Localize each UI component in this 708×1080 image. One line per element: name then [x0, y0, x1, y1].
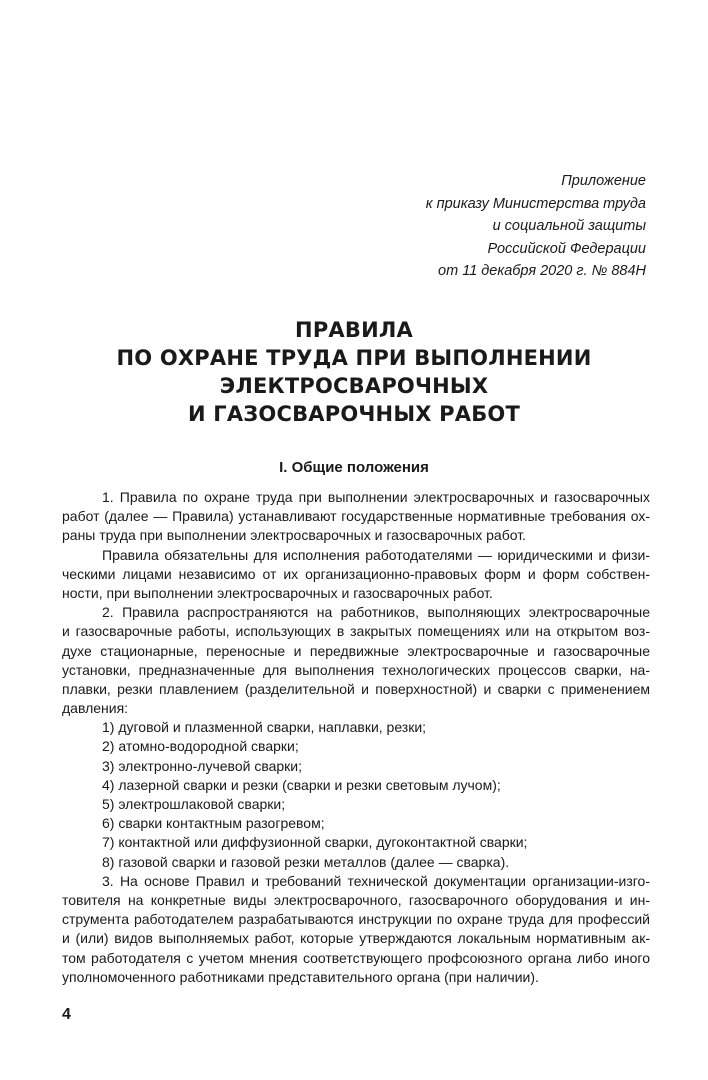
- page-number: 4: [62, 1006, 71, 1023]
- appendix-line: и социальной защиты: [492, 218, 646, 234]
- text-line: ности, при выполнении электросварочных и газосварочных работ.: [62, 584, 493, 601]
- list-item: 8) газовой сварки и газовой резки металлов (далее — сварка).: [102, 853, 510, 870]
- appendix-line: от 11 декабря 2020 г. № 884Н: [438, 263, 646, 279]
- text-line: давления:: [62, 700, 129, 717]
- text-line: раны труда при выполнении электросварочных и газосварочных работ.: [62, 527, 526, 544]
- list-item: 1) дуговой и плазменной сварки, наплавки, резки;: [102, 719, 427, 736]
- list-item: 7) контактной или диффузионной сварки, дугоконтактной сварки;: [102, 834, 528, 851]
- section-heading: I. Общие положения: [279, 459, 429, 476]
- welding-types-list: [62, 718, 650, 872]
- text-line: 1. Правила по охране труда при выполнении электросварочных и газосварочных: [102, 489, 650, 505]
- appendix-line: Российской Федерации: [487, 240, 646, 257]
- paragraph-2: [62, 546, 650, 604]
- text-line: 3. На основе Правил и требований технической документации организации-изго-: [102, 872, 650, 889]
- text-line: 2. Правила распространяются на работников, выполняющих электросварочные: [102, 604, 650, 621]
- text-line: духе стационарные, переносные и передвижные электросварочные и газосварочные: [62, 642, 650, 659]
- list-item: 2) атомно-водородной сварки;: [102, 738, 299, 755]
- text-line: Правила обязательны для исполнения работодателями — юридическими и физи-: [102, 546, 650, 563]
- text-line: ческими лицами независимо от их организационно-правовых форм и форм собствен-: [62, 565, 650, 582]
- paragraph-1: [62, 488, 650, 546]
- title-line: ПО ОХРАНЕ ТРУДА ПРИ ВЫПОЛНЕНИИ: [116, 346, 592, 370]
- text-line: работ (далее — Правила) устанавливают государственные нормативные требования ох-: [62, 508, 650, 525]
- appendix-line: к приказу Министерства труда: [425, 195, 646, 212]
- list-item: 3) электронно-лучевой сварки;: [102, 757, 303, 774]
- list-item: 5) электрошлаковой сварки;: [102, 796, 286, 812]
- text-line: установки, предназначенные для выполнения технологических процессов сварки, на-: [62, 661, 650, 678]
- title-line: И ГАЗОСВАРОЧНЫХ РАБОТ: [187, 402, 521, 426]
- text-line: товителя на конкретные виды электросварочного, газосварочного оборудования и ин-: [62, 891, 650, 908]
- text-line: и (или) видов выполняемых работ, которые утверждаются локальным нормативным ак-: [62, 930, 650, 947]
- title-line: ПРАВИЛА: [295, 318, 413, 342]
- list-item: 4) лазерной сварки и резки (сварки и резки световым лучом);: [102, 776, 501, 793]
- text-line: том работодателя с учетом мнения соответствующего профсоюзного органа либо иного: [62, 949, 650, 966]
- paragraph-3: [62, 603, 650, 718]
- list-item: 6) сварки контактным разогревом;: [102, 815, 325, 832]
- text-line: и газосварочные работы, использующих в закрытых помещениях или на открытом воз-: [62, 623, 650, 640]
- body-text: [62, 488, 650, 987]
- appendix-reference: [426, 170, 646, 283]
- text-line: струмента работодателем разрабатываются инструкции по охране труда для профессий: [62, 911, 650, 928]
- document-title: [0, 316, 708, 428]
- title-line: ЭЛЕКТРОСВАРОЧНЫХ: [219, 374, 489, 398]
- paragraph-4: [62, 872, 650, 987]
- text-line: уполномоченного работниками представительного органа (при наличии).: [62, 968, 539, 985]
- text-line: плавки, резки плавлением (разделительной и поверхностной) и сварки с применением: [62, 680, 650, 697]
- appendix-line: Приложение: [561, 173, 646, 189]
